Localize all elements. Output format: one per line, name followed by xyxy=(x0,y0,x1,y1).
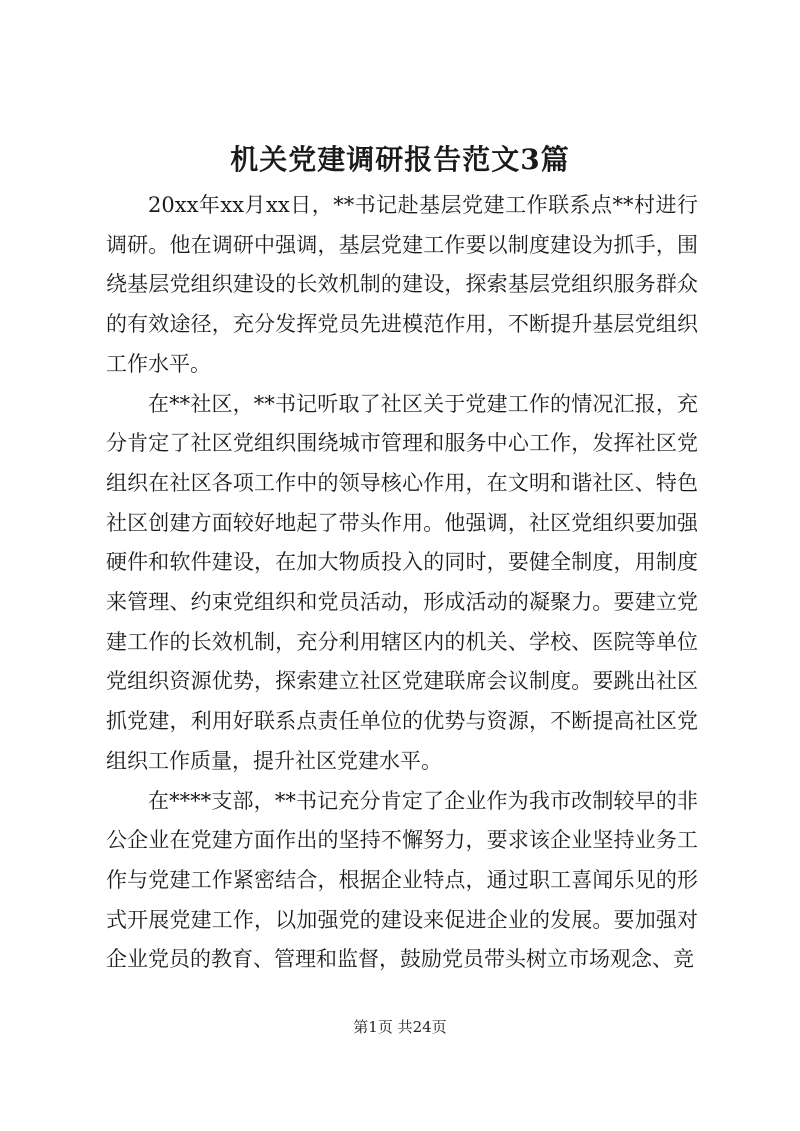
document-title: 机关党建调研报告范文3篇 xyxy=(230,143,570,176)
paragraph-2: 在**社区，**书记听取了社区关于党建工作的情况汇报，充分肯定了社区党组织围绕城市管理和服务中心工作，发挥社区党组织在社区各项工作中的领导核心作用，在文明和谐社区、特色社区创建方面较好地起了带头作用。他强调，社区党组织要加强硬件和软件建设，在加大物质投入的同时，要健全制度，用制度来管理、约束党组织和党员活动，形成活动的凝聚力。要建立党建工作的长效机制，充分利用辖区内的机关、学校、医院等单位党组织资源优势，探索建立社区党建联席会议制度。要跳出社区抓党建，利用好联系点责任单位的优势与资源，不断提高社区党组织工作质量，提升社区党建水平。 xyxy=(106,391,698,773)
paragraph-1: 20xx年xx月xx日，**书记赴基层党建工作联系点**村进行调研。他在调研中强调，基层党建工作要以制度建设为抓手，围绕基层党组织建设的长效机制的建设，探索基层党组织服务群众的有效途径，充分发挥党员先进模范作用，不断提升基层党组织工作水平。 xyxy=(106,193,698,376)
paragraph-3: 在****支部，**书记充分肯定了企业作为我市改制较早的非公企业在党建方面作出的坚持不懈努力，要求该企业坚持业务工作与党建工作紧密结合，根据企业特点，通过职工喜闻乐见的形式开展党建工作，以加强党的建设来促进企业的发展。要加强对企业党员的教育、管理和监督，鼓励党员带头树立市场观念、竞 xyxy=(106,788,698,972)
document-body xyxy=(106,186,698,980)
page-number-footer: 第1页 共24页 xyxy=(353,1018,447,1036)
